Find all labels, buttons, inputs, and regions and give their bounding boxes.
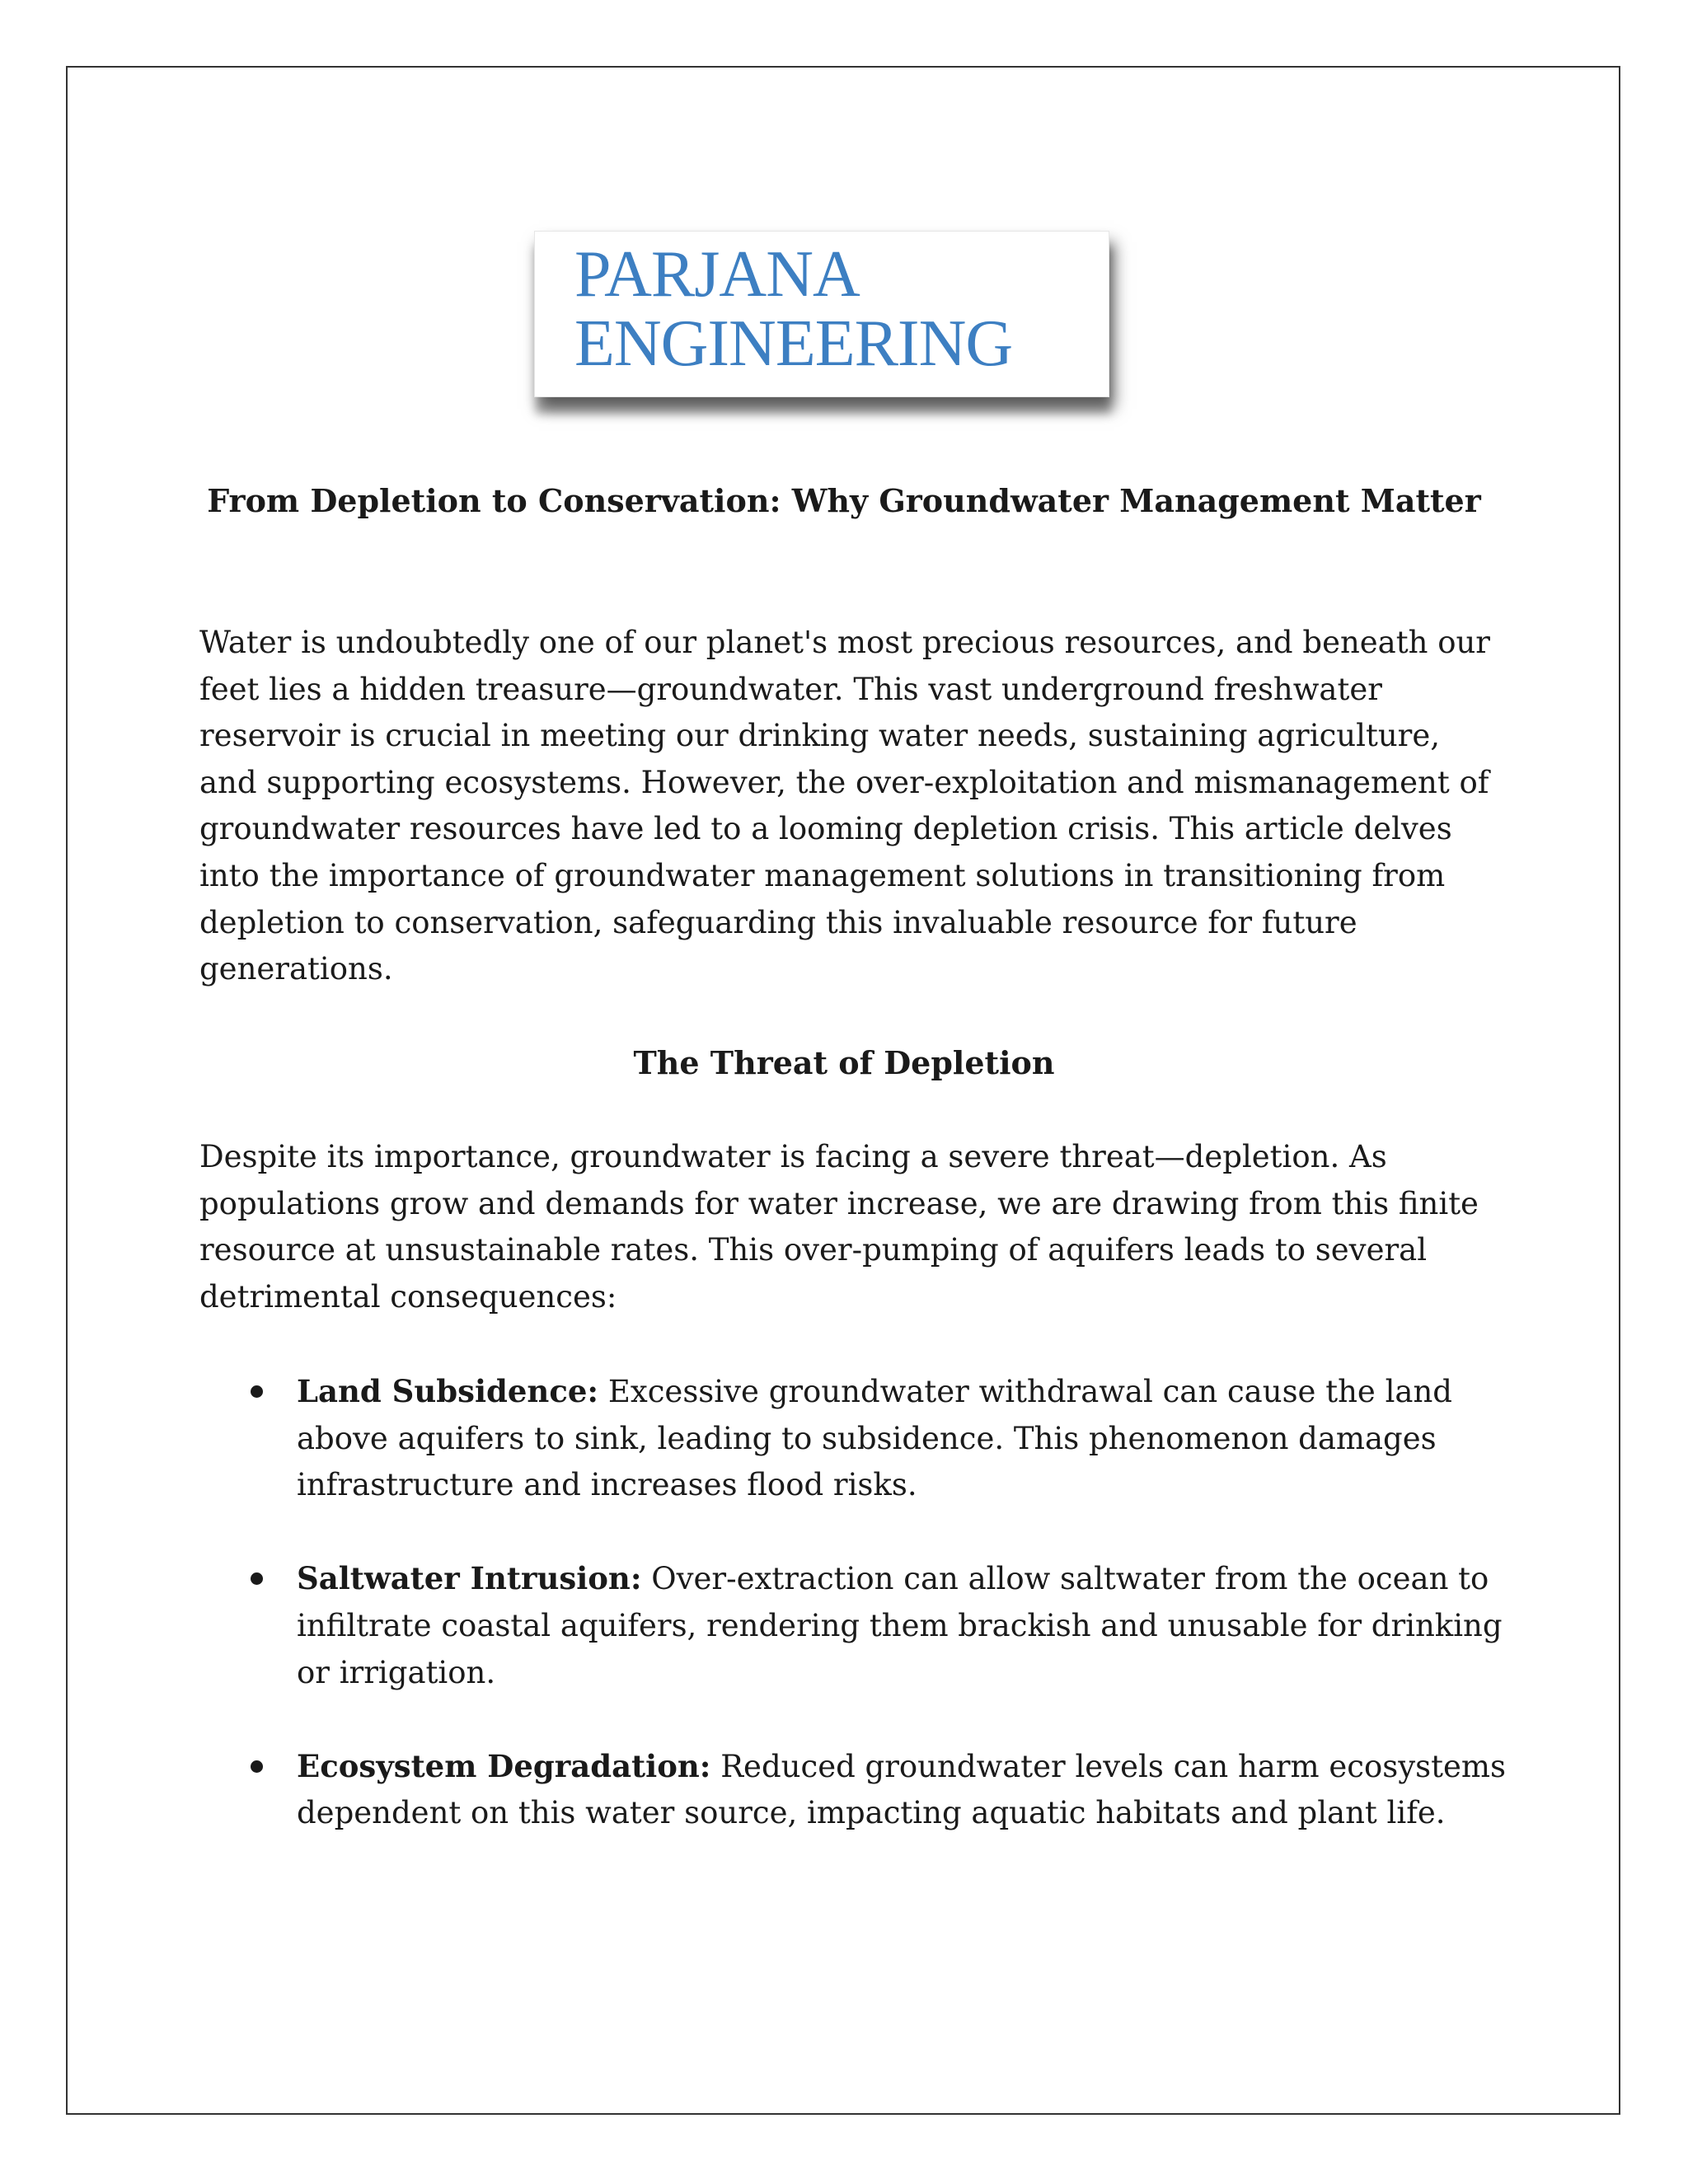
section-heading: The Threat of Depletion [633,1044,1055,1081]
bullet-term: Ecosystem Degradation: [297,1747,711,1784]
bullet-text: Excessive groundwater withdrawal can cause the land above aquifers to sink, leading to subsidence. This phenomenon damages infrastructure and increases flood risks. [297,1374,1452,1503]
logo-text-line-2: ENGINEERING [574,307,1013,380]
bullet-text: Reduced groundwater levels can harm ecosystems dependent on this water source, impacting aquatic habitats and plant life. [297,1748,1506,1831]
logo-card [534,231,1109,397]
bullet-term: Saltwater Intrusion: [297,1560,642,1597]
list-item [199,1368,1518,1509]
section-paragraph: Despite its importance, groundwater is facing a severe threat—depletion. As populations grow and demands for water increase, we are drawing from this finite resource at unsustainable rates. This over-pumping of aquifers leads to several detrimental consequences: [199,1139,1479,1315]
bullet-icon [251,1572,263,1585]
logo-text-line-1: PARJANA [574,238,860,311]
article-title: From Depletion to Conservation: Why Groundwater Management Matter [207,482,1481,519]
list-item [199,1555,1518,1696]
consequences-list [199,1368,1518,1884]
bullet-icon [251,1385,263,1398]
bullet-icon [251,1760,263,1773]
list-item [199,1743,1518,1837]
bullet-term: Land Subsidence: [297,1373,599,1409]
company-logo [534,231,1108,396]
bullet-text: Over-extraction can allow saltwater from the ocean to infiltrate coastal aquifers, rendering them brackish and unusable for drinking or irrigation. [297,1561,1503,1690]
intro-paragraph: Water is undoubtedly one of our planet's most precious resources, and beneath our feet lies a hidden treasure—groundwater. This vast underground freshwater reservoir is crucial in meeting our drinking water needs, sustaining agriculture, and supporting ecosystems. However, the over-exploitation and mismanagement of groundwater resources have led to a looming depletion crisis. This article delves into the importance of groundwater management solutions in transitioning from depletion to conservation, safeguarding this invaluable resource for future generations. [199,625,1490,987]
